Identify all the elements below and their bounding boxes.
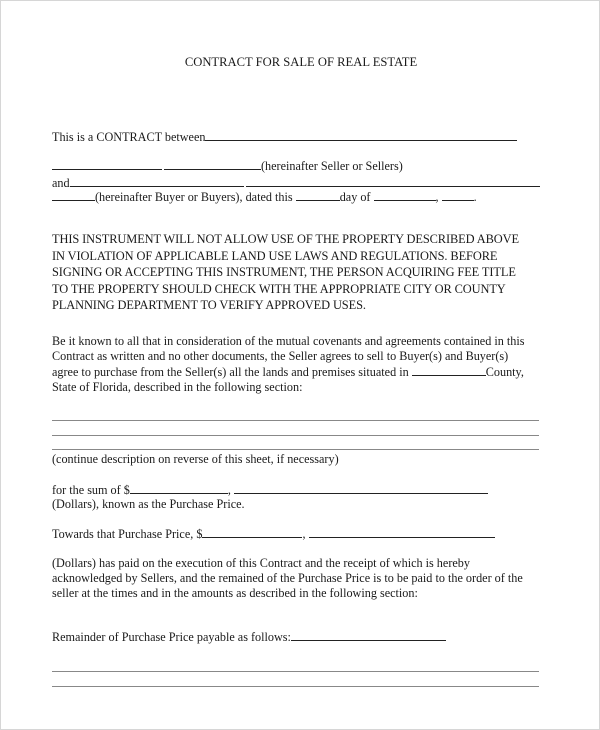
payment-paragraph: [52, 556, 523, 601]
party-name-field-2[interactable]: [483, 129, 517, 141]
buyer-name-field[interactable]: [70, 175, 244, 187]
warning-line: THIS INSTRUMENT WILL NOT ALLOW USE OF THE PROPERTY DESCRIBED ABOVE: [52, 232, 519, 246]
county-field[interactable]: [412, 364, 486, 376]
month-field[interactable]: [374, 189, 436, 201]
seller-name-field[interactable]: [52, 158, 162, 170]
comma: ,: [227, 483, 231, 497]
day-field[interactable]: [296, 189, 340, 201]
remainder-label: Remainder of Purchase Price payable as follows:: [52, 630, 291, 644]
warning-line: SIGNING OR ACCEPTING THIS INSTRUMENT, THE PERSON ACQUIRING FEE TITLE: [52, 265, 516, 279]
and-label: and: [52, 176, 70, 190]
comma: ,: [435, 190, 439, 204]
paragraph-line: Be it known to all that in consideration of the mutual covenants and agreements contained in this: [52, 334, 525, 348]
property-description-line-1[interactable]: [52, 420, 539, 421]
county-prefix: agree to purchase from the Seller(s) all the lands and premises situated in: [52, 365, 409, 379]
seller-line: [52, 158, 403, 174]
sum-label: for the sum of $: [52, 483, 130, 497]
comma: ,: [302, 527, 306, 541]
paragraph-line: seller at the times and in the amounts as described in the following section:: [52, 586, 418, 600]
contract-between-line: [52, 129, 517, 145]
county-suffix: County,: [485, 365, 524, 379]
property-description-line-3[interactable]: [52, 449, 539, 450]
remainder-field[interactable]: [291, 629, 446, 641]
buyer-line: [52, 189, 477, 205]
seller-name-field-2[interactable]: [164, 158, 261, 170]
deposit-words-field[interactable]: [309, 526, 495, 538]
towards-label: Towards that Purchase Price, $: [52, 527, 203, 541]
warning-line: PLANNING DEPARTMENT TO VERIFY APPROVED USES.: [52, 298, 366, 312]
property-description-line-2[interactable]: [52, 435, 539, 436]
purchase-price-label: (Dollars), known as the Purchase Price.: [52, 497, 245, 511]
warning-line: TO THE PROPERTY SHOULD CHECK WITH THE APPROPRIATE CITY OR COUNTY: [52, 281, 506, 296]
land-use-warning: [52, 231, 519, 314]
county-line: [52, 364, 525, 380]
buyer-label: (hereinafter Buyer or Buyers), dated this: [95, 190, 293, 204]
remainder-line: [52, 629, 446, 645]
paragraph-line: acknowledged by Sellers, and the remained of the Purchase Price is to be paid to the order of the: [52, 571, 523, 585]
sum-amount-field[interactable]: [130, 482, 228, 494]
sum-line: [52, 482, 488, 498]
contract-between-label: This is a CONTRACT between: [52, 130, 206, 144]
period: .: [473, 190, 477, 204]
buyer-name-field-3[interactable]: [52, 189, 95, 201]
towards-line: [52, 526, 495, 542]
buyer-name-field-2[interactable]: [246, 175, 540, 187]
party-name-field[interactable]: [205, 129, 483, 141]
description-note: (continue description on reverse of this sheet, if necessary): [52, 452, 339, 466]
warning-line: IN VIOLATION OF APPLICABLE LAND USE LAWS AND REGULATIONS. BEFORE: [52, 248, 498, 263]
paragraph-line: State of Florida, described in the following section:: [52, 380, 303, 394]
seller-label: (hereinafter Seller or Sellers): [261, 159, 403, 173]
remainder-terms-line-2[interactable]: [52, 686, 539, 687]
deposit-amount-field[interactable]: [202, 526, 302, 538]
year-field[interactable]: [442, 189, 474, 201]
remainder-terms-line-1[interactable]: [52, 671, 539, 672]
document-title: CONTRACT FOR SALE OF REAL ESTATE: [184, 55, 418, 69]
sum-words-field[interactable]: [234, 482, 488, 494]
paragraph-line: (Dollars) has paid on the execution of this Contract and the receipt of which is hereby: [52, 556, 470, 570]
day-of-label: day of: [339, 190, 371, 204]
paragraph-line: Contract as written and no other documents, the Seller agrees to sell to Buyer(s) and Buyer(s): [52, 349, 509, 363]
consideration-paragraph: [52, 334, 525, 395]
